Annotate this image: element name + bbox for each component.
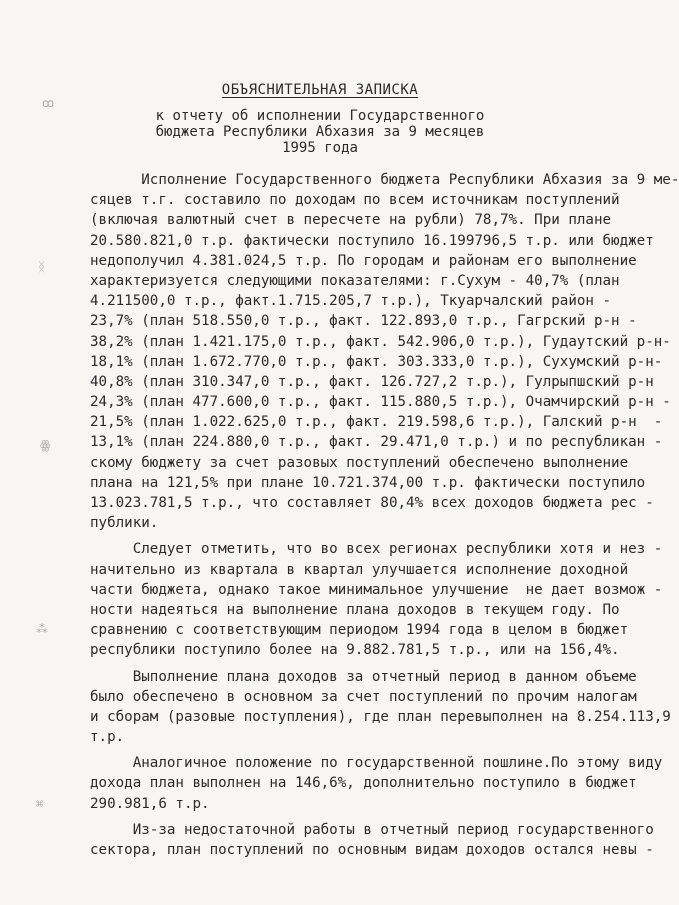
text-line: 13,1% (план 224.880,0 т.р., факт. 29.471,0 т.р.) и по республикан - <box>90 434 663 451</box>
subtitle-line: к отчету об исполнении Государственного <box>155 108 485 124</box>
margin-mark: ⌘ <box>36 797 44 811</box>
text-line: 290.981,6 т.р. <box>90 795 210 812</box>
text-line: Выполнение плана доходов за отчетный период в данном объеме <box>90 668 637 685</box>
document-subtitle <box>0 108 640 156</box>
text-line: Аналогичное положение по государственной пошлине.По этому виду <box>90 755 663 772</box>
margin-mark: ᛝ <box>38 260 46 274</box>
document-title: ОБЪЯСНИТЕЛЬНАЯ ЗАПИСКА <box>221 82 419 98</box>
subtitle-line: бюджета Республики Абхазия за 9 месяцев <box>155 124 485 140</box>
text-line: 38,2% (план 1.421.175,0 т.р., факт. 542.906,0 т.р.), Гудаутский р-н- <box>90 333 671 350</box>
text-line: недополучил 4.381.024,5 т.р. По городам и районам его выполнение <box>90 252 637 269</box>
paragraph-5 <box>90 820 654 860</box>
paragraph-4 <box>90 753 663 814</box>
text-line: и сборам (разовые поступления), где план перевыполнен на 8.254.113,9 <box>90 708 671 725</box>
text-line: сравнению с соответствующим периодом 1994 года в целом в бюджет <box>90 622 629 639</box>
text-line: 40,8% (план 310.347,0 т.р., факт. 126.727,2 т.р.), Гулрыпшский р-н <box>90 373 654 390</box>
text-line: 24,3% (план 477.600,0 т.р., факт. 115.880,5 т.р.), Очамчирский р-н - <box>90 394 671 411</box>
text-line: 21,5% (план 1.022.625,0 т.р., факт. 219.598,6 т.р.), Галский р-н - <box>90 414 663 431</box>
text-line: характеризуется следующими показателями: г.Сухум - 40,7% (план <box>90 272 620 289</box>
text-line: 18,1% (план 1.672.770,0 т.р., факт. 303.333,0 т.р.), Сухумский р-н- <box>90 353 663 370</box>
text-line: сяцев т.г. составило по доходам по всем источникам поступлений <box>90 192 620 209</box>
text-line: публики. <box>90 515 159 532</box>
text-line: части бюджета, однако такое минимальное улучшение не дает возмож - <box>90 581 663 598</box>
subtitle-line: 1995 года <box>282 140 358 156</box>
text-line: плана на 121,5% при плане 10.721.374,00 т.р. фактически поступило <box>90 474 646 491</box>
text-line: ности надеяться на выполнение плана доходов в текущем году. По <box>90 601 620 618</box>
text-line: 20.580.821,0 т.р. фактически поступило 16.199796,5 т.р. или бюджет <box>90 232 654 249</box>
margin-mark: ꙮ <box>40 438 51 452</box>
margin-mark: ꝏ <box>42 96 55 110</box>
text-line: скому бюджету за счет разовых поступлений обеспечено выполнение <box>90 454 629 471</box>
paragraph-1 <box>90 170 679 533</box>
text-line: 4.211500,0 т.р., факт.1.715.205,7 т.р.), Ткуарчалский район - <box>90 293 612 310</box>
text-line: начительно из квартала в квартал улучшается исполнение доходной <box>90 561 629 578</box>
text-line: Из-за недостаточной работы в отчетный период государственного <box>90 821 654 838</box>
paragraph-2 <box>90 539 663 660</box>
margin-mark: ⁂ <box>36 622 48 636</box>
text-line: Следует отметить, что во всех регионах республики хотя и нез - <box>90 541 663 558</box>
text-line: Исполнение Государственного бюджета Республики Абхазия за 9 ме- <box>90 172 679 188</box>
text-line: было обеспечено в основном за счет поступлений по прочим налогам <box>90 688 637 705</box>
paragraph-3 <box>90 667 671 748</box>
text-line: т.р. <box>90 729 125 746</box>
document-body <box>90 170 679 860</box>
text-line: (включая валютный счет в пересчете на рубли) 78,7%. При плане <box>90 212 612 229</box>
text-line: сектора, план поступлений по основным видам доходов остался невы - <box>90 842 654 858</box>
text-line: дохода план выполнен на 146,6%, дополнительно поступило в бюджет <box>90 775 637 792</box>
text-line: 13.023.781,5 т.р., что составляет 80,4% всех доходов бюджета рес - <box>90 495 654 511</box>
text-line: республики поступило более на 9.882.781,5 т.р., или на 156,4%. <box>90 642 620 659</box>
text-line: 23,7% (план 518.550,0 т.р., факт. 122.893,0 т.р., Гагрский р-н - <box>90 313 637 330</box>
